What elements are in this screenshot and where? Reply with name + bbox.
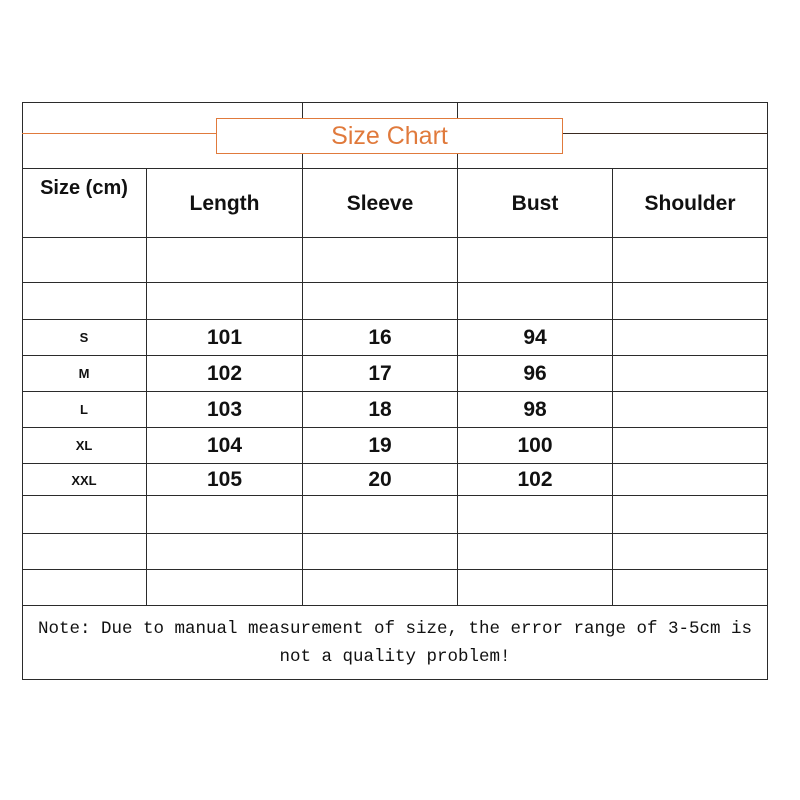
length-value: 103 xyxy=(206,397,243,421)
sleeve-value: 19 xyxy=(368,433,392,457)
header-bust: Bust xyxy=(511,192,559,215)
shoulder-value xyxy=(613,320,767,355)
size-chart-title: Size Chart xyxy=(216,118,563,154)
size-label: S xyxy=(79,330,89,345)
sleeve-value: 20 xyxy=(368,468,392,491)
size-label: M xyxy=(78,366,90,381)
size-label: L xyxy=(80,402,88,417)
row-divider xyxy=(22,569,768,570)
header-sleeve: Sleeve xyxy=(346,192,414,215)
title-rule-right xyxy=(563,133,767,134)
length-value: 102 xyxy=(206,361,243,385)
size-label: XL xyxy=(75,438,93,453)
shoulder-value xyxy=(613,356,767,391)
bust-value: 94 xyxy=(523,325,547,349)
title-rule-left xyxy=(22,133,216,134)
measurement-note: Note: Due to manual measurement of size, the error range of 3-5cm is not a quality problem! xyxy=(37,619,753,667)
sleeve-value: 17 xyxy=(368,361,392,385)
bust-value: 98 xyxy=(523,397,547,421)
header-length: Length xyxy=(189,192,260,215)
size-chart-table xyxy=(22,102,768,680)
sleeve-value: 16 xyxy=(368,325,392,349)
row-divider xyxy=(22,282,768,283)
header-shoulder: Shoulder xyxy=(644,192,736,215)
shoulder-value xyxy=(613,392,767,427)
bust-value: 102 xyxy=(517,468,553,491)
length-value: 101 xyxy=(206,325,243,349)
header-size: Size (cm) xyxy=(40,176,128,199)
length-value: 105 xyxy=(206,468,243,491)
length-value: 104 xyxy=(206,433,243,457)
shoulder-value xyxy=(613,428,767,463)
size-label: XXL xyxy=(71,472,97,488)
sleeve-value: 18 xyxy=(368,397,392,421)
table-border-top xyxy=(22,102,768,103)
row-divider xyxy=(22,237,768,238)
bust-value: 100 xyxy=(517,433,553,457)
bust-value: 96 xyxy=(523,361,547,385)
shoulder-value xyxy=(613,464,767,496)
row-divider xyxy=(22,533,768,534)
